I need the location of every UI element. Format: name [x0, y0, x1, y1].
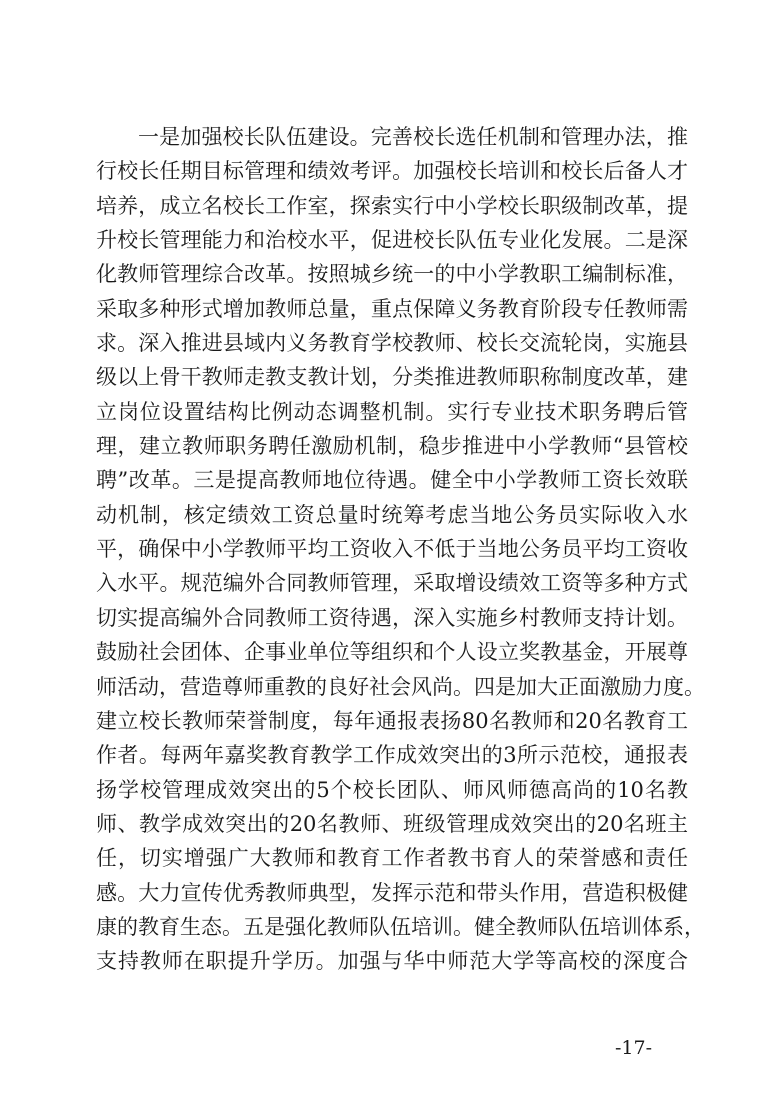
text-line: 作者。每两年嘉奖教育教学工作成效突出的3所示范校，通报表: [96, 743, 688, 768]
text-line: 师活动，营造尊师重教的良好社会风尚。四是加大正面激励力度。: [96, 674, 705, 699]
text-line: 鼓励社会团体、企事业单位等组织和个人设立奖教基金，开展尊: [96, 640, 688, 665]
text-line: 平，确保中小学教师平均工资收入不低于当地公务员平均工资收: [96, 537, 688, 562]
text-line: 动机制，核定绩效工资总量时统筹考虑当地公务员实际收入水: [96, 502, 688, 527]
text-line: 任，切实增强广大教师和教育工作者教书育人的荣誉感和责任: [96, 846, 688, 871]
text-line: 建立校长教师荣誉制度，每年通报表扬80名教师和20名教育工: [96, 708, 688, 733]
text-line: 入水平。规范编外合同教师管理，采取增设绩效工资等多种方式: [96, 571, 688, 596]
text-line: 理，建立教师职务聘任激励机制，稳步推进中小学教师“县管校: [96, 434, 688, 459]
text-line: 采取多种形式增加教师总量，重点保障义务教育阶段专任教师需: [96, 296, 688, 321]
text-line: 培养，成立名校长工作室，探索实行中小学校长职级制改革，提: [96, 193, 688, 218]
text-line: 级以上骨干教师走教支教计划，分类推进教师职称制度改革，建: [96, 365, 688, 390]
text-line: 扬学校管理成效突出的5个校长团队、师风师德高尚的10名教: [96, 777, 688, 802]
text-line: 切实提高编外合同教师工资待遇，深入实施乡村教师支持计划。: [96, 605, 688, 630]
text-line: 求。深入推进县域内义务教育学校教师、校长交流轮岗，实施县: [96, 331, 688, 356]
page-number: -17-: [615, 1037, 653, 1059]
text-line: 康的教育生态。五是强化教师队伍培训。健全教师队伍培训体系，: [96, 914, 705, 939]
text-line: 行校长任期目标管理和绩效考评。加强校长培训和校长后备人才: [96, 159, 688, 184]
text-line: 一是加强校长队伍建设。完善校长选任机制和管理办法，推: [138, 125, 688, 149]
text-line: 升校长管理能力和治校水平，促进校长队伍专业化发展。二是深: [96, 228, 688, 253]
text-line: 聘”改革。三是提高教师地位待遇。健全中小学教师工资长效联: [96, 468, 688, 493]
text-line: 感。大力宣传优秀教师典型，发挥示范和带头作用，营造积极健: [96, 880, 688, 905]
text-line: 化教师管理综合改革。按照城乡统一的中小学教职工编制标准，: [96, 262, 688, 287]
text-line: 支持教师在职提升学历。加强与华中师范大学等高校的深度合: [96, 949, 688, 974]
text-line: 立岗位设置结构比例动态调整机制。实行专业技术职务聘后管: [96, 399, 688, 424]
text-line: 师、教学成效突出的20名教师、班级管理成效突出的20名班主: [96, 811, 688, 836]
body-text: [96, 120, 705, 979]
